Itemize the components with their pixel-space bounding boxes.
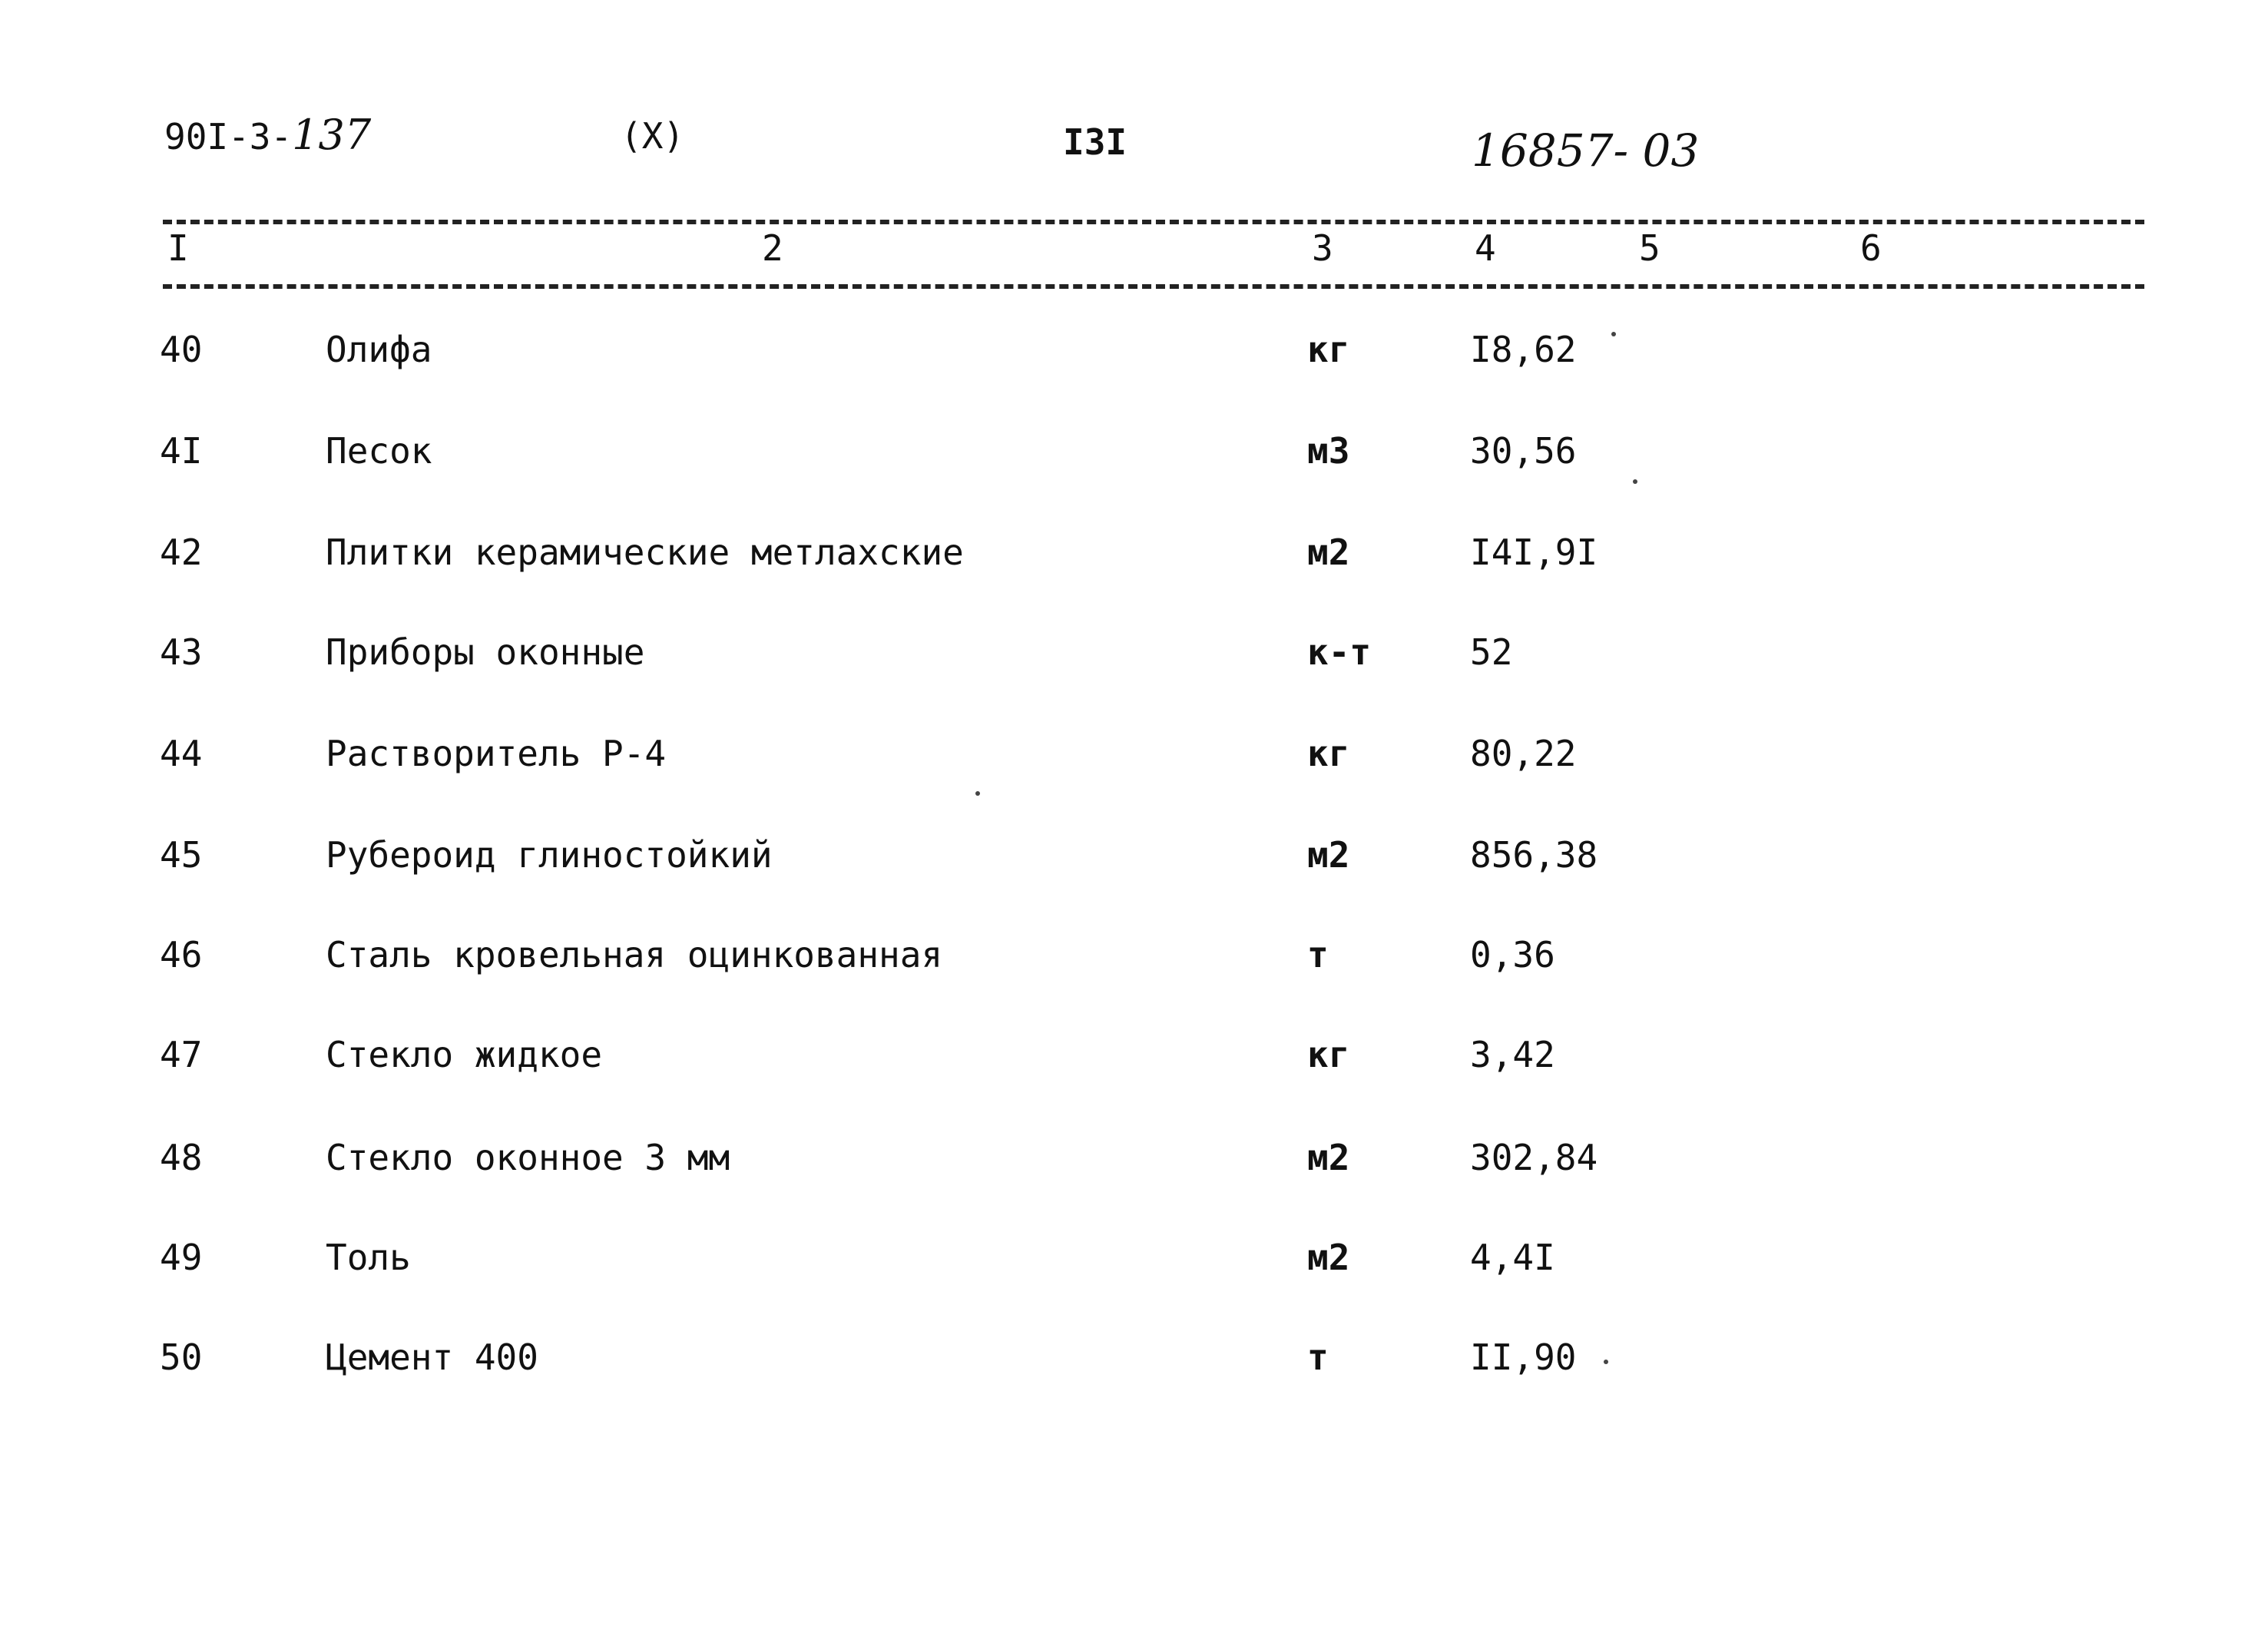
document-code-handwritten: 137 — [292, 111, 372, 159]
material-name: Рубероид глиностойкий — [326, 834, 773, 876]
column-number-1: I — [167, 227, 189, 269]
quantity: 80,22 — [1470, 733, 1577, 774]
column-number-2: 2 — [762, 227, 783, 269]
column-number-3: 3 — [1312, 227, 1333, 269]
row-number: 4I — [160, 430, 203, 472]
quantity: I4I,9I — [1470, 532, 1598, 573]
table-row — [0, 1337, 2268, 1406]
quantity: 52 — [1470, 631, 1513, 673]
material-name: Приборы оконные — [326, 631, 645, 673]
table-row — [0, 1034, 2268, 1103]
quantity: I8,62 — [1470, 329, 1577, 370]
material-name: Песок — [326, 430, 432, 472]
material-name: Растворитель Р-4 — [326, 733, 667, 774]
row-number: 42 — [160, 532, 203, 573]
unit: к-т — [1307, 631, 1372, 673]
unit: кг — [1307, 733, 1350, 774]
table-row — [0, 631, 2268, 701]
quantity: 3,42 — [1470, 1034, 1555, 1075]
quantity: 302,84 — [1470, 1137, 1598, 1178]
quantity: 0,36 — [1470, 934, 1555, 975]
unit: кг — [1307, 329, 1350, 370]
scan-speck — [1604, 1360, 1608, 1364]
material-name: Стекло оконное 3 мм — [326, 1137, 730, 1178]
table-row — [0, 329, 2268, 398]
quantity: 856,38 — [1470, 834, 1598, 876]
quantity: 30,56 — [1470, 430, 1577, 472]
row-number: 48 — [160, 1137, 203, 1178]
material-name: Олифа — [326, 329, 432, 370]
unit: м2 — [1307, 1137, 1350, 1178]
header-bottom-rule — [163, 284, 2144, 289]
page-number: I3I — [1063, 121, 1127, 163]
unit: м2 — [1307, 1237, 1350, 1278]
unit: т — [1307, 1337, 1329, 1378]
quantity: II,90 — [1470, 1337, 1577, 1378]
unit: т — [1307, 934, 1329, 975]
document-code-prefix: 90I-3- — [164, 116, 293, 157]
material-name: Плитки керамические метлахские — [326, 532, 964, 573]
document-code — [164, 111, 371, 159]
material-name: Толь — [326, 1237, 411, 1278]
scan-speck — [1633, 479, 1637, 484]
table-row — [0, 430, 2268, 499]
scan-speck — [975, 791, 980, 796]
column-number-6: 6 — [1860, 227, 1882, 269]
row-number: 40 — [160, 329, 203, 370]
material-name: Сталь кровельная оцинкованная — [326, 934, 943, 975]
material-name: Цемент 400 — [326, 1337, 538, 1378]
table-row — [0, 532, 2268, 601]
unit: кг — [1307, 1034, 1350, 1075]
row-number: 49 — [160, 1237, 203, 1278]
table-row — [0, 834, 2268, 903]
unit: м2 — [1307, 532, 1350, 573]
handwritten-stamp-number: 16857- 03 — [1472, 124, 1700, 177]
row-number: 44 — [160, 733, 203, 774]
unit: м3 — [1307, 430, 1350, 472]
scan-speck — [1611, 332, 1616, 336]
quantity: 4,4I — [1470, 1237, 1555, 1278]
row-number: 45 — [160, 834, 203, 876]
row-number: 46 — [160, 934, 203, 975]
material-name: Стекло жидкое — [326, 1034, 603, 1075]
table-row — [0, 733, 2268, 802]
unit: м2 — [1307, 834, 1350, 876]
section-label: (X) — [621, 115, 685, 157]
row-number: 43 — [160, 631, 203, 673]
table-row — [0, 934, 2268, 1003]
column-number-4: 4 — [1475, 227, 1496, 269]
header-top-rule — [163, 220, 2144, 224]
column-number-5: 5 — [1639, 227, 1660, 269]
row-number: 47 — [160, 1034, 203, 1075]
row-number: 50 — [160, 1337, 203, 1378]
table-row — [0, 1237, 2268, 1306]
table-row — [0, 1137, 2268, 1206]
